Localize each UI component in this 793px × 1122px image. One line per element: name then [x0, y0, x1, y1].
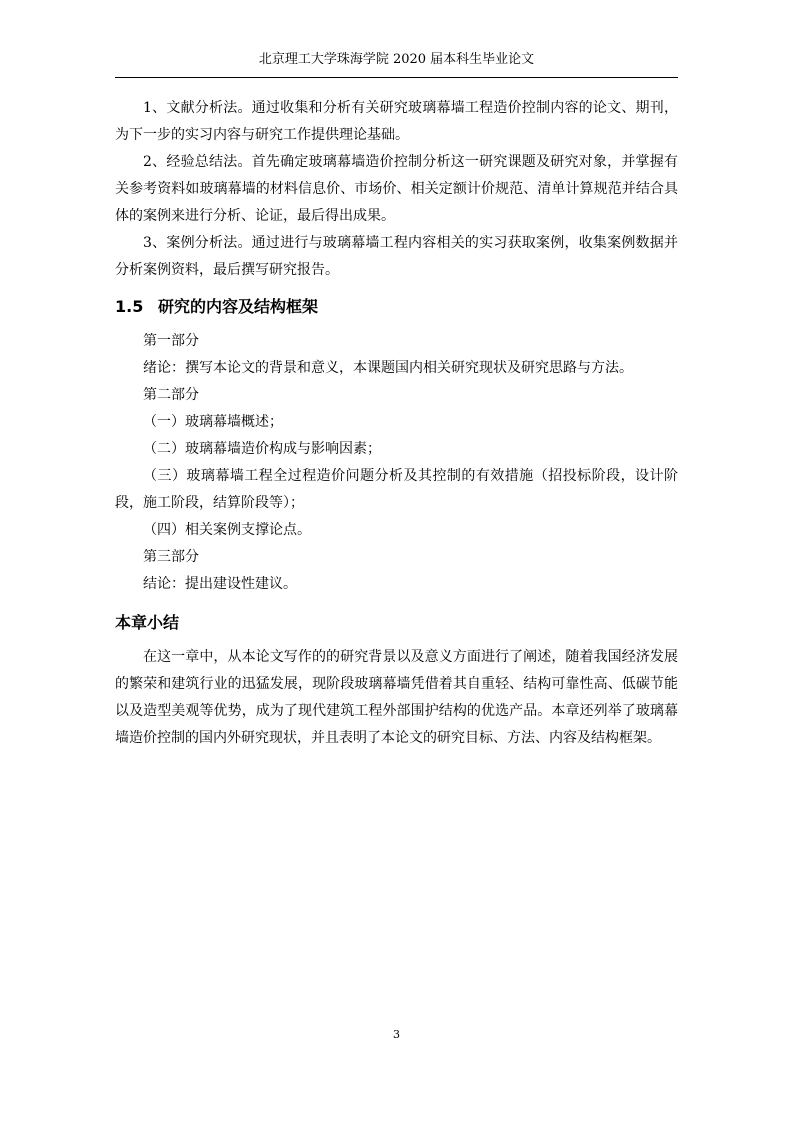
page-header: 北京理工大学珠海学院 2020 届本科生毕业论文	[115, 49, 678, 78]
page-number: 3	[393, 1028, 400, 1041]
structure-line: 第一部分	[143, 333, 199, 349]
method-paragraph-2: 2、经验总结法。首先确定玻璃幕墙造价控制分析这一研究课题及研究对象，并掌握有关参考资料如玻璃幕墙的材料信息价、市场价、相关定额计价规范、清单计算规范并结合具体的案例来进行分析、论证，最后得出成果。	[115, 154, 678, 224]
method-paragraph-1: 1、文献分析法。通过收集和分析有关研究玻璃幕墙工程造价控制内容的论文、期刊，为下一步的实习内容与研究工作提供理论基础。	[115, 100, 678, 143]
summary-paragraph: 在这一章中，从本论文写作的的研究背景以及意义方面进行了阐述，随着我国经济发展的繁荣和建筑行业的迅猛发展，现阶段玻璃幕墙凭借着其自重轻、结构可靠性高、低碳节能以及造型美观等优势，成为了现代建筑工程外部围护结构的优选产品。本章还列举了玻璃幕墙造价控制的国内外研究现状，并且表明了本论文的研究目标、方法、内容及结构框架。	[115, 649, 678, 746]
structure-line: 结论：提出建设性建议。	[143, 576, 297, 592]
section-number: 1.5	[115, 297, 144, 316]
structure-line: 绪论：撰写本论文的背景和意义，本课题国内相关研究现状及研究思路与方法。	[143, 360, 633, 376]
structure-line: （一）玻璃幕墙概述；	[143, 414, 283, 430]
section-title: 研究的内容及结构框架	[158, 297, 319, 316]
summary-heading: 本章小结	[115, 613, 180, 632]
structure-line: （三）玻璃幕墙工程全过程造价问题分析及其控制的有效措施（招投标阶段，设计阶段，施工阶段，结算阶段等）；	[115, 468, 678, 511]
structure-line: 第三部分	[143, 549, 199, 565]
page-content	[115, 95, 678, 752]
method-paragraph-3: 3、案例分析法。通过进行与玻璃幕墙工程内容相关的实习获取案例，收集案例数据并分析案例资料，最后撰写研究报告。	[115, 235, 678, 278]
section-heading	[115, 296, 678, 318]
structure-line: （四）相关案例支撑论点。	[143, 522, 311, 538]
structure-line: （二）玻璃幕墙造价构成与影响因素；	[143, 441, 381, 457]
structure-line: 第二部分	[143, 387, 199, 403]
